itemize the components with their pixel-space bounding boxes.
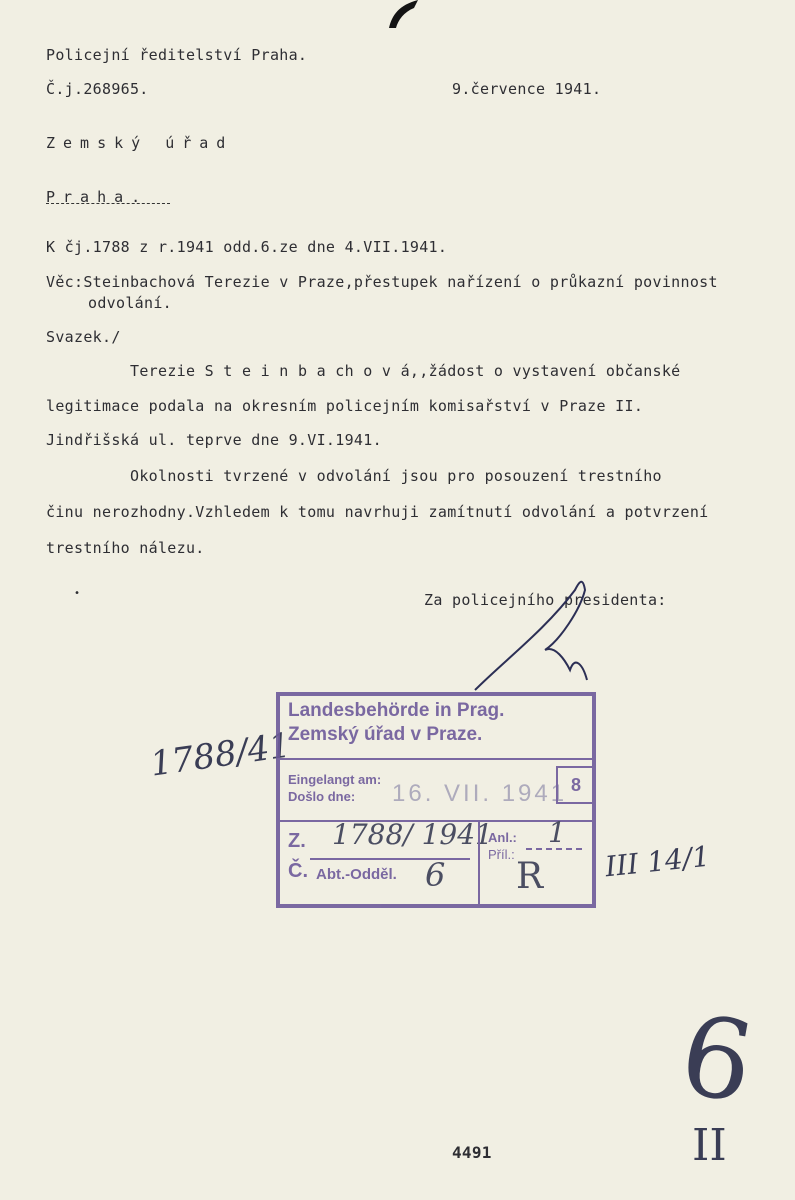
handwritten-roman-numeral: II — [692, 1120, 727, 1171]
body-line-2: legitimace podala na okresním policejním komisařství v Praze II. — [46, 397, 644, 415]
stamp-attachments-label-de: Anl.: — [488, 830, 517, 845]
handwritten-large-number: 6 — [671, 989, 763, 1129]
stamp-attachments-value: 1 — [548, 816, 566, 849]
margin-dot: • — [74, 588, 81, 599]
stamp-title-german: Landesbehörde in Prag. — [288, 700, 505, 721]
addressee-underline — [46, 203, 170, 204]
body-line-1: Terezie S t e i n b a ch o v á,,žádost o vystavení občanské — [130, 362, 681, 380]
handwritten-fraction: III 14/1 — [603, 839, 712, 884]
body-line-5: činu nerozhodny.Vzhledem k tomu navrhuji zamítnutí odvolání a potvrzení — [46, 503, 709, 521]
addressee-line-2: Praha. — [46, 188, 149, 206]
office-name: Policejní ředitelství Praha. — [46, 46, 308, 64]
body-line-3: Jindřišská ul. teprve dne 9.VI.1941. — [46, 431, 382, 449]
subject-line-1: Věc:Steinbachová Terezie v Praze,přestupek nařízení o průkazní povinnost — [46, 273, 718, 291]
reference-number: Č.j.268965. — [46, 80, 149, 98]
stamp-z-value: 1788/ 1941 — [332, 818, 493, 851]
body-line-4: Okolnosti tvrzené v odvolání jsou pro posouzení trestního — [130, 467, 662, 485]
stamp-dept-label: Abt.-Odděl. — [316, 866, 397, 883]
stamp-received-label-de: Eingelangt am: — [288, 772, 382, 787]
stamp-box-number: 8 — [556, 766, 596, 804]
received-stamp — [276, 692, 596, 908]
handwritten-file-number: 1788/41 — [147, 725, 294, 785]
stamp-initial: R — [516, 856, 544, 897]
salutation: Svazek./ — [46, 328, 121, 346]
subject-line-2: odvolání. — [88, 294, 172, 312]
stamp-received-label-cs: Došlo dne: — [288, 789, 356, 804]
stamp-z-label: Z. — [288, 830, 306, 852]
stamp-dept-value: 6 — [425, 856, 446, 894]
document-date: 9.července 1941. — [452, 80, 602, 98]
ink-mark — [384, 0, 424, 30]
stamp-title-czech: Zemský úřad v Praze. — [288, 724, 483, 745]
stamp-c-label: Č. — [288, 860, 308, 882]
signature-scribble — [465, 570, 605, 710]
stamp-attachments-label-cs: Příl.: — [488, 847, 515, 862]
signature-line: Za policejního presidenta: — [424, 591, 667, 609]
reference-line: K čj.1788 z r.1941 odd.6.ze dne 4.VII.1941. — [46, 238, 448, 256]
body-line-6: trestního nálezu. — [46, 539, 205, 557]
addressee-line-1: Zemský úřad — [46, 134, 234, 152]
stamp-received-date: 16. VII. 1941 — [392, 780, 568, 807]
page-number: 4491 — [452, 1143, 492, 1162]
